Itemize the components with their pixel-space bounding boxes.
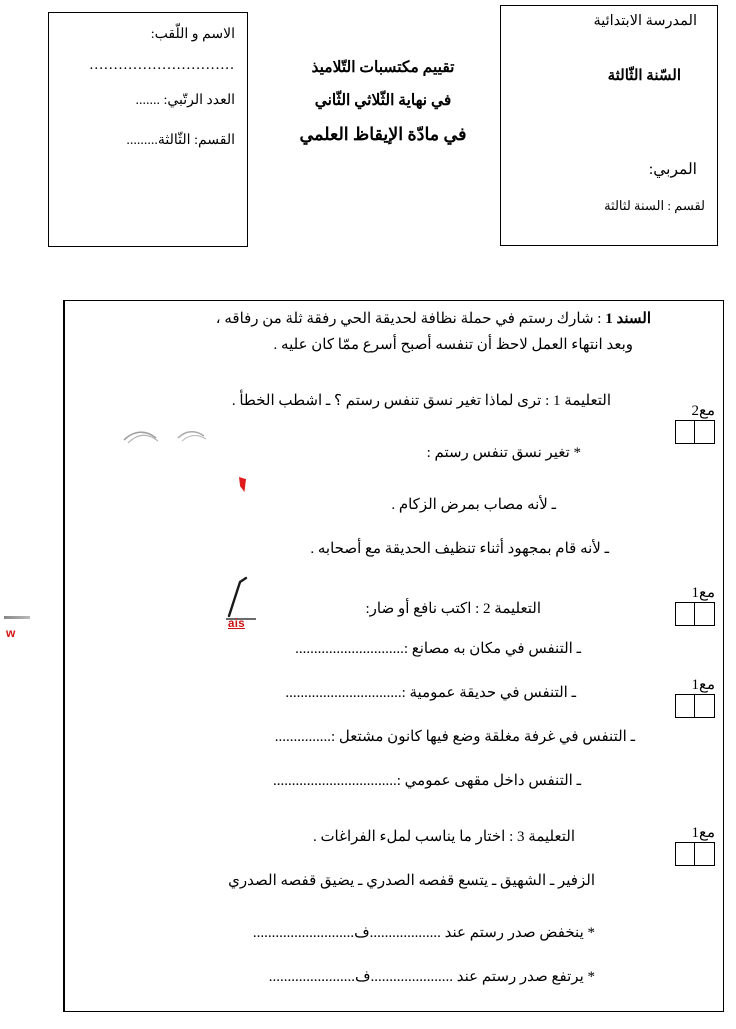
red-annotation-text: ais	[228, 618, 245, 630]
instruction-2-blank-2[interactable]: ...............	[274, 729, 331, 745]
school-name: المدرسة الابتدائية	[593, 13, 697, 29]
score-item-0[interactable]	[665, 404, 719, 444]
score-cell[interactable]	[695, 421, 714, 443]
score-cell[interactable]	[676, 843, 695, 865]
score-label-0: مع2	[691, 403, 715, 419]
pencil-scribble-icon	[120, 424, 230, 450]
instruction-2-prompt-2: ـ التنفس في غرفة مغلقة وضع فيها كانون مشتعل :	[330, 729, 635, 745]
instruction-1-stem: * تغير نسق تنفس رستم :	[426, 445, 581, 461]
score-item-3[interactable]	[665, 826, 719, 866]
instruction-3-blank-1b[interactable]: .......................	[268, 969, 355, 985]
instruction-2-item-0	[295, 641, 581, 658]
title-line-3: في مادّة الإيقاظ العلمي	[299, 124, 467, 144]
margin-red-mark: w	[6, 626, 16, 640]
instruction-3-prefix-0: * ينخفض صدر رستم عند	[444, 925, 595, 941]
instruction-2-prompt-0: ـ التنفس في مكان به مصانع :	[403, 641, 581, 657]
instruction-3-text: التعليمة 3 : اختار ما يناسب لملء الفراغات .	[312, 829, 575, 845]
student-number-field[interactable]: العدد الرتّبي: .......	[135, 93, 235, 108]
score-cell[interactable]	[676, 695, 695, 717]
support-text-1: : شارك رستم في حملة نظافة لحديقة الحي رفقة ثلة من رفاقه ،	[215, 311, 606, 327]
instruction-3-blank-0a[interactable]: ...................ف	[354, 925, 441, 941]
instruction-3-blank-0b[interactable]: ...........................	[252, 925, 355, 941]
instruction-2-prompt-1: ـ التنفس في حديقة عمومية :	[401, 685, 576, 701]
exercise-content	[64, 301, 661, 1011]
title-line-2: في نهاية الثّلاثي الثّاني	[314, 92, 452, 109]
score-cell[interactable]	[676, 603, 695, 625]
student-class-field[interactable]: القسم: الثّالثة.........	[126, 133, 235, 148]
score-item-2[interactable]	[665, 678, 719, 718]
school-class-line: لقسم : السنة لثالثة	[604, 198, 705, 213]
score-label-1: مع1	[691, 585, 715, 601]
score-boxes-3[interactable]	[675, 842, 715, 866]
student-name-blank[interactable]: ..............................	[89, 57, 235, 73]
handwritten-check-mark-icon	[226, 576, 260, 620]
teacher-label[interactable]: المربي:	[648, 161, 697, 178]
student-info-box	[48, 12, 248, 247]
instruction-2-item-2	[275, 729, 635, 746]
score-boxes-0[interactable]	[675, 420, 715, 444]
instruction-3-blank-1a[interactable]: ......................ف	[354, 969, 454, 985]
instruction-3-word-bank: الزفير ـ الشهيق ـ يتسع قفصه الصدري ـ يضيق قفصه الصدري	[228, 873, 595, 889]
exam-title-block	[268, 58, 498, 159]
instruction-3-blank-row-0	[253, 925, 595, 942]
score-cell[interactable]	[676, 421, 695, 443]
exercise-table	[63, 300, 724, 1012]
support-line-2: وبعد انتهاء العمل لاحظ أن تنفسه أصبح أسرع ممّا كان عليه .	[273, 337, 633, 353]
school-year: السّنة الثّالثة	[607, 68, 681, 84]
instruction-2-blank-1[interactable]: ...............................	[285, 685, 402, 701]
support-line-1	[216, 311, 651, 328]
instruction-2-item-1	[285, 685, 576, 702]
instruction-3-blank-row-1	[269, 969, 595, 986]
score-label-2: مع1	[691, 677, 715, 693]
instruction-2-prompt-3: ـ التنفس داخل مقهى عمومي :	[396, 773, 581, 789]
score-cell[interactable]	[695, 603, 714, 625]
instruction-1-choice-0[interactable]: ـ لأنه مصاب بمرض الزكام .	[391, 497, 556, 513]
instruction-2-blank-0[interactable]: .............................	[295, 641, 404, 657]
instruction-1-text: التعليمة 1 : ترى لماذا تغير نسق تنفس رستم ؟ ـ اشطب الخطأ .	[231, 393, 611, 409]
instruction-2-text: التعليمة 2 : اكتب نافع أو ضار:	[365, 601, 541, 617]
margin-dash-mark-icon	[4, 616, 30, 619]
instruction-1-choice-1[interactable]: ـ لأنه قام بمجهود أثناء تنظيف الحديقة مع أصحابه .	[310, 541, 609, 557]
score-label-3: مع1	[691, 825, 715, 841]
title-line-1: تقييم مكتسبات التّلاميذ	[311, 59, 455, 76]
school-info-box	[500, 5, 718, 246]
score-cell[interactable]	[695, 843, 714, 865]
score-boxes-2[interactable]	[675, 694, 715, 718]
score-boxes-1[interactable]	[675, 602, 715, 626]
score-item-1[interactable]	[665, 586, 719, 626]
instruction-3-prefix-1: * يرتفع صدر رستم عند	[456, 969, 595, 985]
student-name-label: الاسم و اللّقب:	[150, 27, 235, 42]
support-label: السند 1	[605, 311, 651, 327]
instruction-2-item-3	[273, 773, 581, 790]
score-cell[interactable]	[695, 695, 714, 717]
instruction-2-blank-3[interactable]: .................................	[273, 773, 397, 789]
score-column	[661, 301, 723, 1011]
